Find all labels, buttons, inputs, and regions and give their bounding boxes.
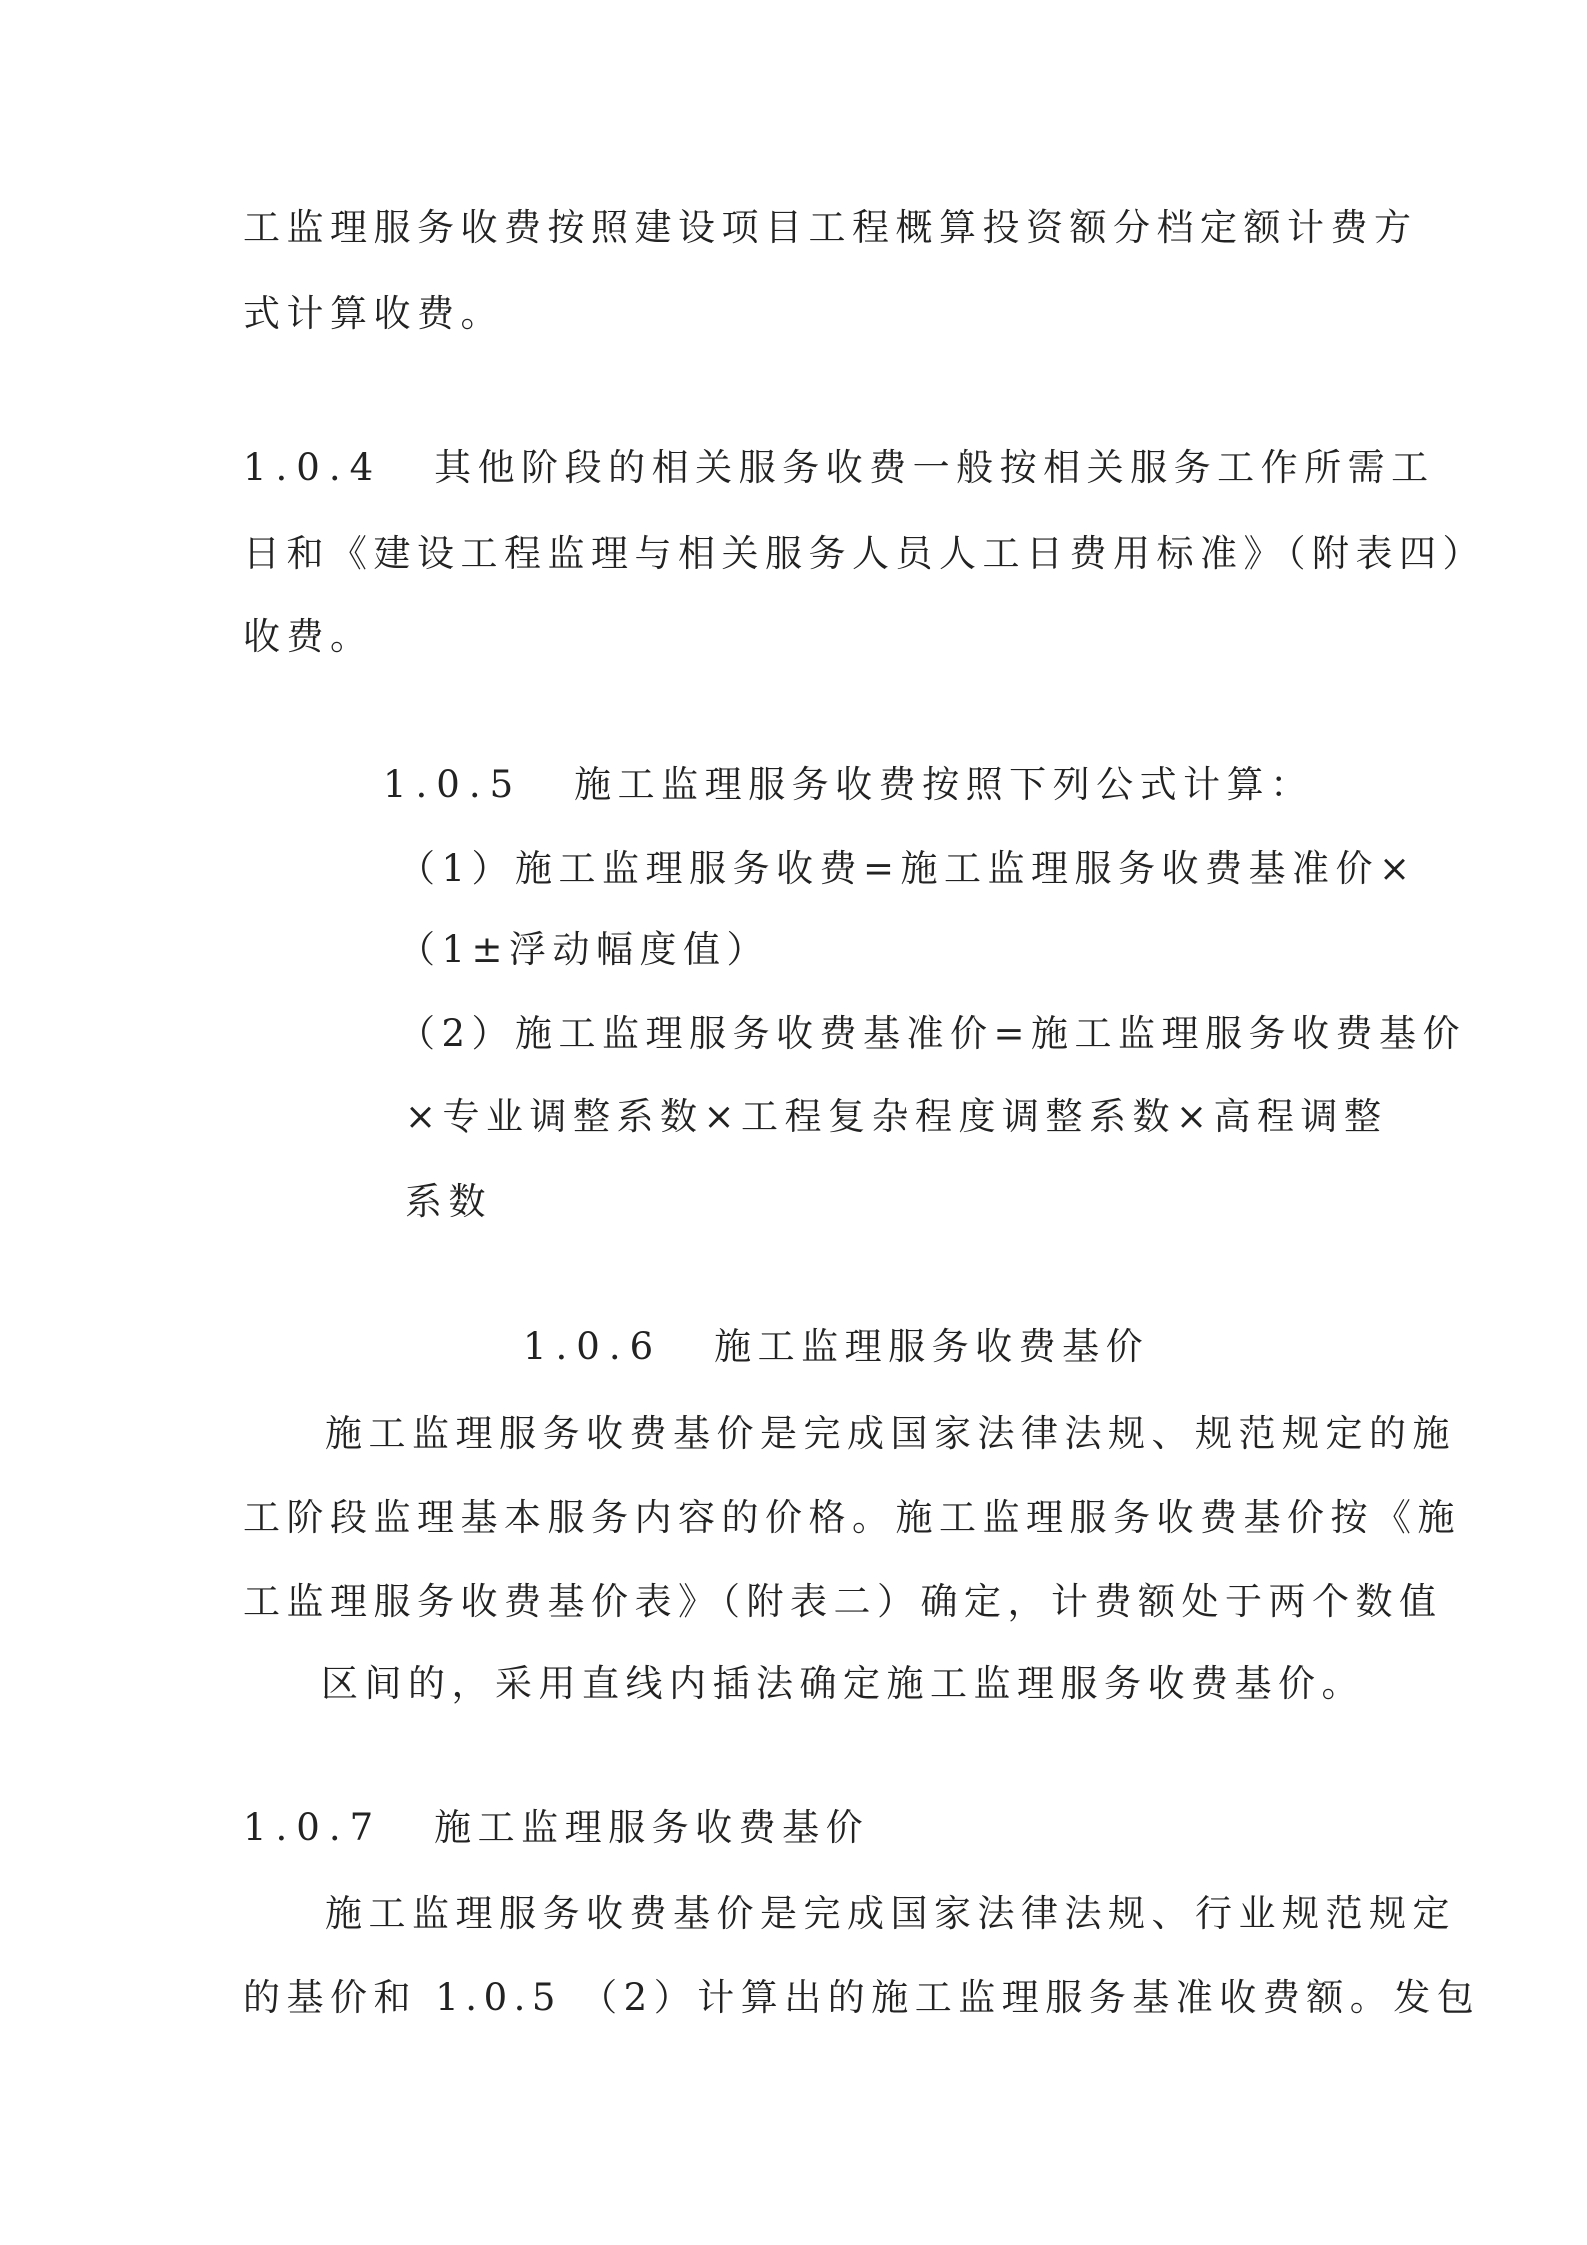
paragraph-line: 工监理服务收费基价表》（附表二）确定，计费额处于两个数值 xyxy=(243,1580,1443,1623)
paragraph-line: 日和《建设工程监理与相关服务人员人工日费用标准》（附表四） xyxy=(243,532,1486,575)
section-1-0-5-heading xyxy=(383,763,1314,807)
paragraph-line: 区间的，采用直线内插法确定施工监理服务收费基价。 xyxy=(321,1662,1365,1705)
paragraph-line: 施工监理服务收费基价是完成国家法律法规、规范规定的施 xyxy=(325,1412,1456,1455)
section-number: 1.0.6 xyxy=(523,1325,663,1368)
formula-item-1-cont: （1±浮动幅度值） xyxy=(398,928,771,971)
paragraph-line: 工监理服务收费按照建设项目工程概算投资额分档定额计费方 xyxy=(243,206,1418,249)
section-number: 1.0.5 xyxy=(383,763,523,806)
paragraph-line: 收费。 xyxy=(243,615,374,658)
formula-item-2-cont: 系数 xyxy=(405,1180,492,1223)
section-text: 其他阶段的相关服务收费一般按相关服务工作所需工 xyxy=(434,446,1435,489)
formula-item-2-cont: ×专业调整系数×工程复杂程度调整系数×高程调整 xyxy=(405,1095,1388,1138)
paragraph-line: 式计算收费。 xyxy=(243,292,504,335)
formula-item-1: （1）施工监理服务收费=施工监理服务收费基准价× xyxy=(398,847,1417,890)
section-title: 施工监理服务收费基价 xyxy=(714,1325,1150,1368)
section-1-0-7-heading xyxy=(243,1806,869,1850)
section-number: 1.0.7 xyxy=(243,1806,383,1849)
section-1-0-4-heading xyxy=(243,446,1435,490)
paragraph-line: 施工监理服务收费基价是完成国家法律法规、行业规范规定 xyxy=(325,1892,1456,1935)
section-title: 施工监理服务收费按照下列公式计算： xyxy=(574,763,1314,806)
section-number: 1.0.4 xyxy=(243,446,383,489)
formula-item-2: （2）施工监理服务收费基准价=施工监理服务收费基价 xyxy=(398,1012,1467,1055)
paragraph-line: 工阶段监理基本服务内容的价格。施工监理服务收费基价按《施 xyxy=(243,1496,1461,1539)
section-title: 施工监理服务收费基价 xyxy=(434,1806,870,1849)
section-1-0-6-heading xyxy=(523,1325,1149,1369)
paragraph-line: 的基价和 1.0.5 （2）计算出的施工监理服务基准收费额。发包 xyxy=(243,1976,1481,2019)
